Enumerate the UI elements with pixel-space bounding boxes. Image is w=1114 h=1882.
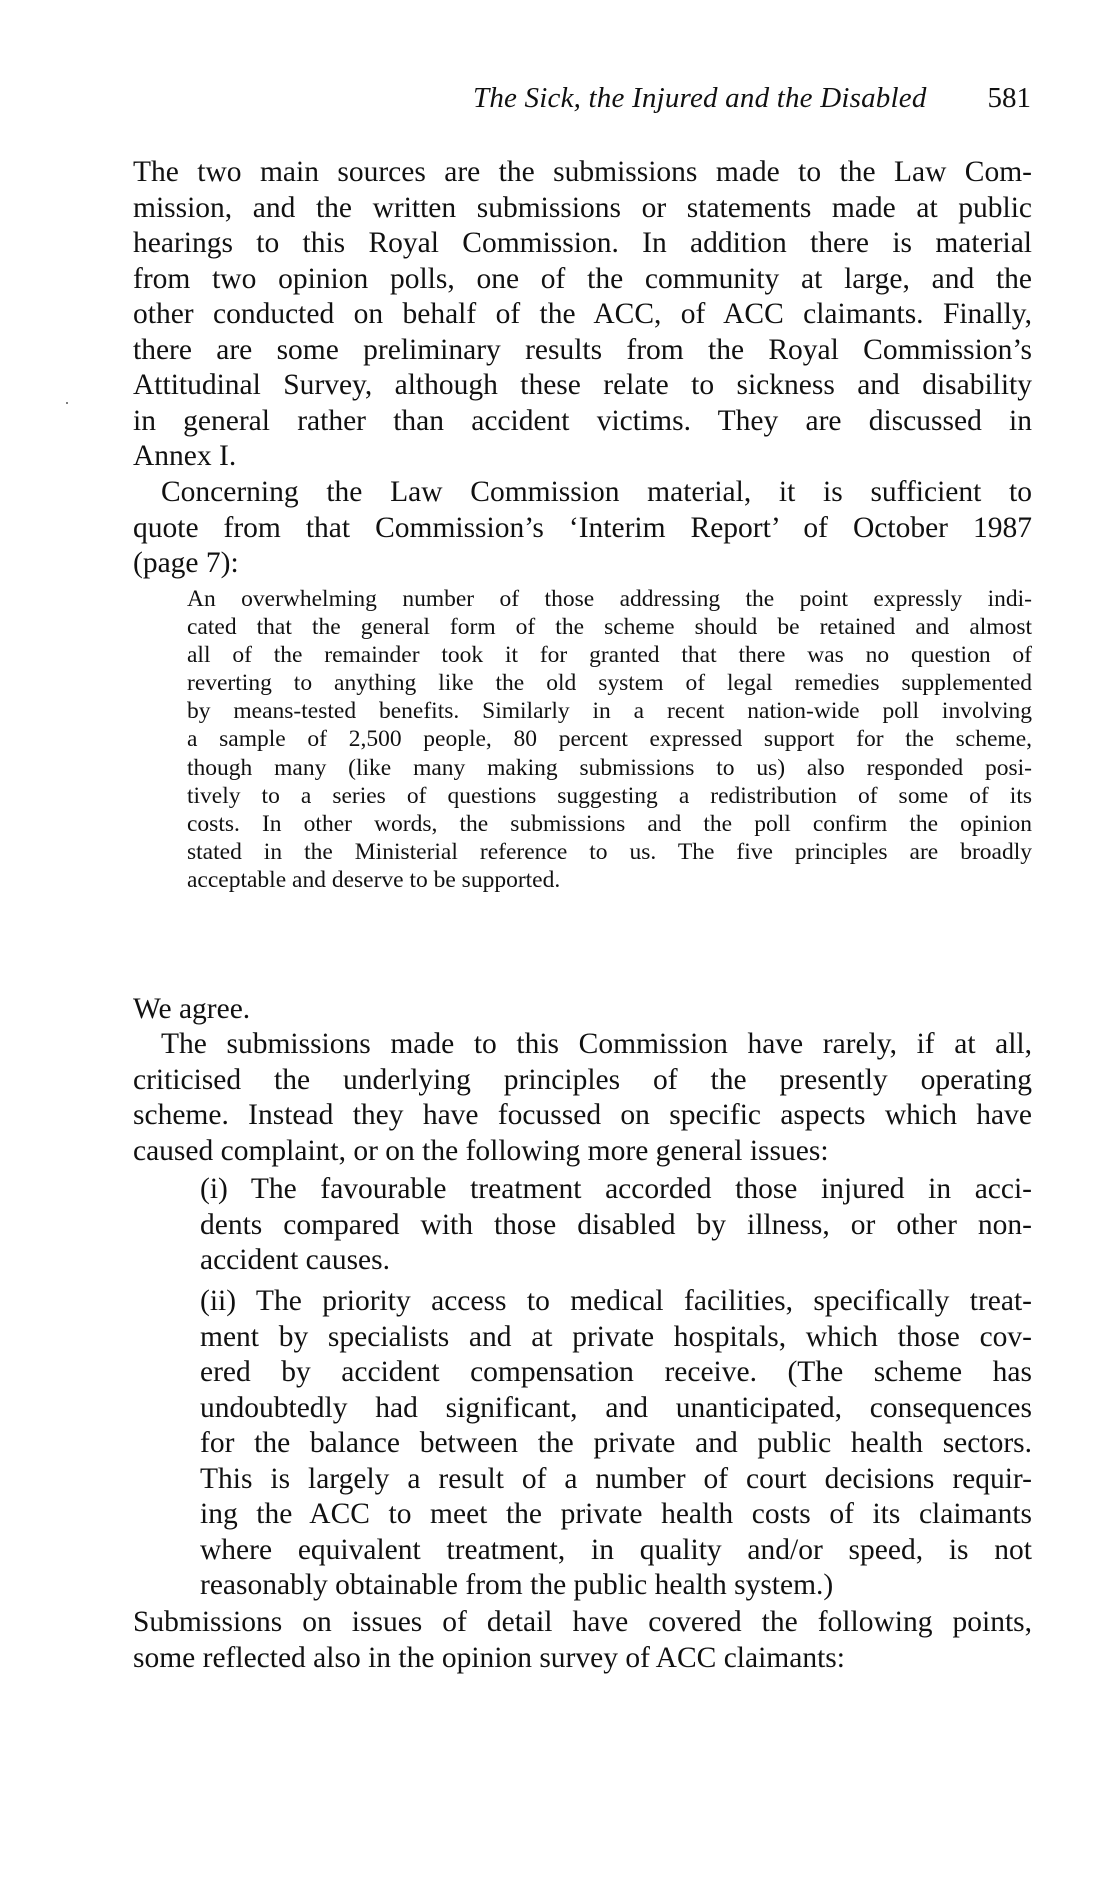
text-line: from two opinion polls, one of the community at large, and the [133, 262, 1032, 295]
text-line: some reflected also in the opinion survey of ACC claimants: [133, 1641, 845, 1674]
list-line: reasonably obtainable from the public health system.) [200, 1569, 834, 1601]
text-line: caused complaint, or on the following more general issues: [133, 1134, 829, 1167]
quote-line: acceptable and deserve to be supported. [187, 866, 561, 893]
list-line: for the balance between the private and public health sectors. [200, 1427, 1032, 1459]
text-line: The two main sources are the submissions made to the Law Com- [133, 156, 1032, 188]
quote-line: stated in the Ministerial reference to us. The five principles are broadly [187, 838, 1032, 865]
block-quote [187, 585, 1032, 894]
text-line: other conducted on behalf of the ACC, of ACC claimants. Finally, [133, 298, 1032, 330]
paragraph-submissions [133, 1027, 1032, 1169]
list-item-ii [200, 1284, 1032, 1604]
text-line: there are some preliminary results from the Royal Commission’s [133, 333, 1032, 366]
running-header [473, 82, 1033, 118]
list-line: (ii) The priority access to medical facilities, specifically treat- [200, 1285, 1032, 1317]
list-item-i [200, 1172, 1032, 1279]
list-line: (i) The favourable treatment accorded those injured in acci- [200, 1173, 1032, 1205]
list-line: dents compared with those disabled by illness, or other non- [200, 1208, 1032, 1241]
paragraph-detail-issues [133, 1605, 1032, 1676]
quote-line: reverting to anything like the old system of legal remedies supplemented [187, 670, 1032, 697]
text-line: (page 7): [133, 547, 239, 579]
quote-line: a sample of 2,500 people, 80 percent expressed support for the scheme, [187, 726, 1032, 753]
text-line: Submissions on issues of detail have covered the following points, [133, 1606, 1032, 1638]
quote-line: cated that the general form of the scheme should be retained and almost [187, 614, 1032, 641]
quote-line: by means-tested benefits. Similarly in a recent nation-wide poll involving [187, 698, 1032, 725]
list-line: ment by specialists and at private hospitals, which those cov- [200, 1320, 1032, 1353]
text-line: in general rather than accident victims. They are discussed in [133, 404, 1032, 437]
quote-line: all of the remainder took it for granted that there was no question of [187, 642, 1032, 669]
page-number: 581 [987, 82, 1031, 114]
text-line: Attitudinal Survey, although these relate to sickness and disability [133, 369, 1032, 401]
list-line: ered by accident compensation receive. (The scheme has [200, 1356, 1032, 1388]
text-line: Annex I. [133, 440, 237, 472]
quote-line: though many (like many making submissions to us) also responded posi- [187, 754, 1032, 781]
text-line: scheme. Instead they have focussed on specific aspects which have [133, 1099, 1032, 1131]
list-line: accident causes. [200, 1244, 391, 1276]
text-line: criticised the underlying principles of the presently operating [133, 1063, 1032, 1096]
list-line: ing the ACC to meet the private health costs of its claimants [200, 1498, 1032, 1530]
scan-speck [66, 402, 68, 404]
paragraph-we-agree [133, 992, 1032, 1028]
quote-line: An overwhelming number of those addressing the point expressly indi- [187, 586, 1032, 612]
list-line: This is largely a result of a number of court decisions requir- [200, 1462, 1032, 1495]
paragraph-law-commission [133, 475, 1032, 582]
text-line: Concerning the Law Commission material, it is sufficient to [161, 476, 1032, 508]
text-line: mission, and the written submissions or statements made at public [133, 191, 1032, 224]
quote-line: tively to a series of questions suggesting a redistribution of some of its [187, 782, 1032, 809]
text-line: The submissions made to this Commission have rarely, if at all, [161, 1028, 1032, 1060]
list-line: undoubtedly had significant, and unanticipated, consequences [200, 1391, 1032, 1424]
text-line: We agree. [133, 993, 251, 1025]
paragraph-sources [133, 155, 1032, 475]
quote-line: costs. In other words, the submissions and the poll confirm the opinion [187, 810, 1032, 837]
list-line: where equivalent treatment, in quality and/or speed, is not [200, 1533, 1032, 1566]
text-line: quote from that Commission’s ‘Interim Report’ of October 1987 [133, 511, 1032, 544]
running-title: The Sick, the Injured and the Disabled [473, 82, 927, 114]
text-line: hearings to this Royal Commission. In addition there is material [133, 227, 1032, 259]
